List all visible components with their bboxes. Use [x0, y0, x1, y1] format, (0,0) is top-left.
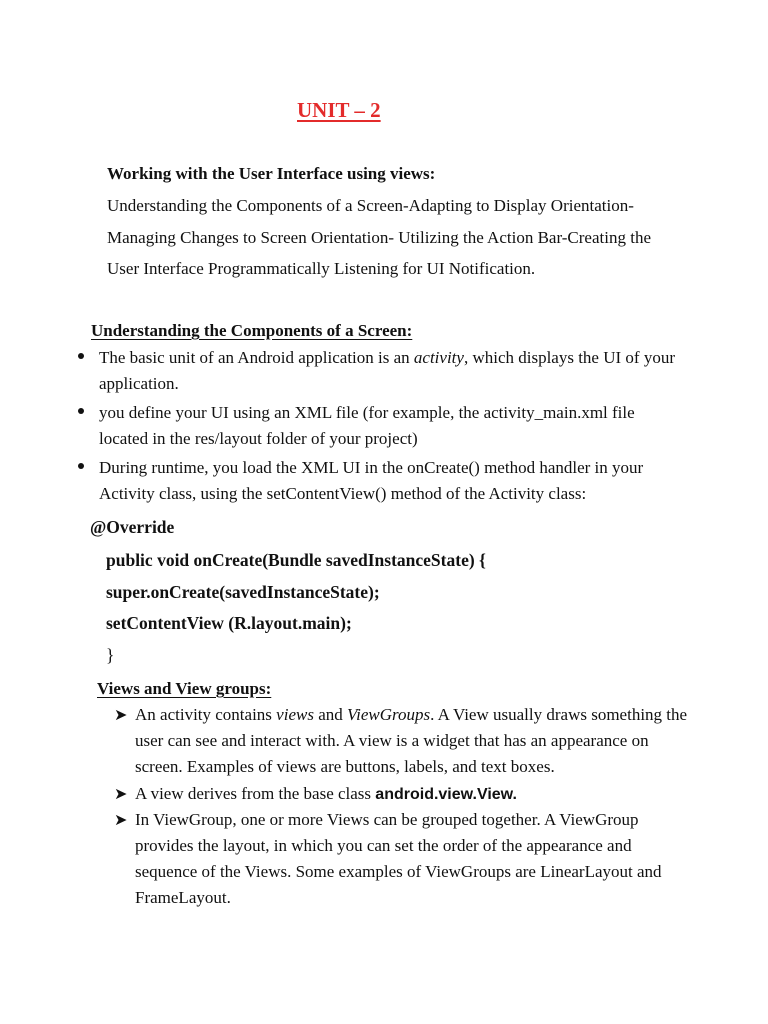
section1-heading: Understanding the Components of a Screen:	[91, 321, 413, 340]
item-emphasis: views	[276, 705, 314, 724]
views-item-1	[135, 702, 687, 780]
code-line: public void onCreate(Bundle savedInstanceState) {	[106, 550, 486, 570]
bullet-dot	[78, 463, 84, 469]
bullet-1-line-1	[99, 345, 675, 371]
bullet-emphasis: activity	[413, 348, 464, 367]
bullet-3-line-2: Activity class, using the setContentView() method of the Activity class:	[99, 484, 587, 503]
views-item-1-line: screen. Examples of views are buttons, labels, and text boxes.	[135, 757, 555, 776]
item-text: . A View usually draws something the	[430, 705, 688, 724]
bullet-dot	[78, 408, 84, 414]
intro-line: Managing Changes to Screen Orientation- Utilizing the Action Bar-Creating the	[107, 227, 651, 247]
bullet-3-line-1: During runtime, you load the XML UI in the onCreate() method handler in your	[99, 458, 644, 477]
bullet-1-line-2: application.	[99, 374, 179, 393]
item-text: and	[313, 705, 347, 724]
arrow-bullet-icon: ➤	[114, 812, 128, 829]
views-item-3-line: sequence of the Views. Some examples of ViewGroups are LinearLayout and	[135, 862, 662, 881]
bullet-text: , which displays the UI of your	[463, 348, 675, 367]
views-item-3	[135, 807, 662, 911]
item-emphasis: ViewGroups	[347, 705, 431, 724]
section2-heading: Views and View groups:	[97, 679, 272, 698]
intro-paragraph	[107, 190, 651, 285]
views-item-1-line: user can see and interact with. A view is a widget that has an appearance on	[135, 731, 649, 750]
bullet-text: The basic unit of an Android application is an	[99, 348, 414, 367]
intro-line: User Interface Programmatically Listening for UI Notification.	[107, 259, 536, 278]
bullet-dot	[78, 353, 84, 359]
intro-line: Understanding the Components of a Screen-Adapting to Display Orientation-	[107, 196, 634, 215]
code-line: }	[106, 645, 115, 665]
views-item-3-line: In ViewGroup, one or more Views can be grouped together. A ViewGroup	[135, 810, 639, 829]
code-annotation: @Override	[90, 517, 175, 537]
views-item-3-line: provides the layout, in which you can set the order of the appearance and	[135, 836, 632, 855]
views-item-1-line	[135, 702, 687, 728]
unit-title: UNIT – 2	[297, 98, 381, 122]
views-item-2	[135, 781, 517, 808]
code-line: setContentView (R.layout.main);	[106, 613, 352, 633]
item-text: An activity contains	[135, 705, 277, 724]
item-bold-class: android.view.View.	[375, 786, 517, 803]
bullet-2-line-2: located in the res/layout folder of your project)	[99, 429, 418, 448]
arrow-bullet-icon: ➤	[114, 707, 128, 724]
arrow-bullet-icon: ➤	[114, 786, 128, 803]
views-item-3-line: FrameLayout.	[135, 888, 231, 907]
code-line: super.onCreate(savedInstanceState);	[106, 582, 380, 602]
item-text: A view derives from the base class	[135, 784, 376, 803]
bullet-2-line-1: you define your UI using an XML file (for example, the activity_main.xml file	[99, 403, 635, 422]
intro-heading: Working with the User Interface using views:	[107, 164, 436, 183]
